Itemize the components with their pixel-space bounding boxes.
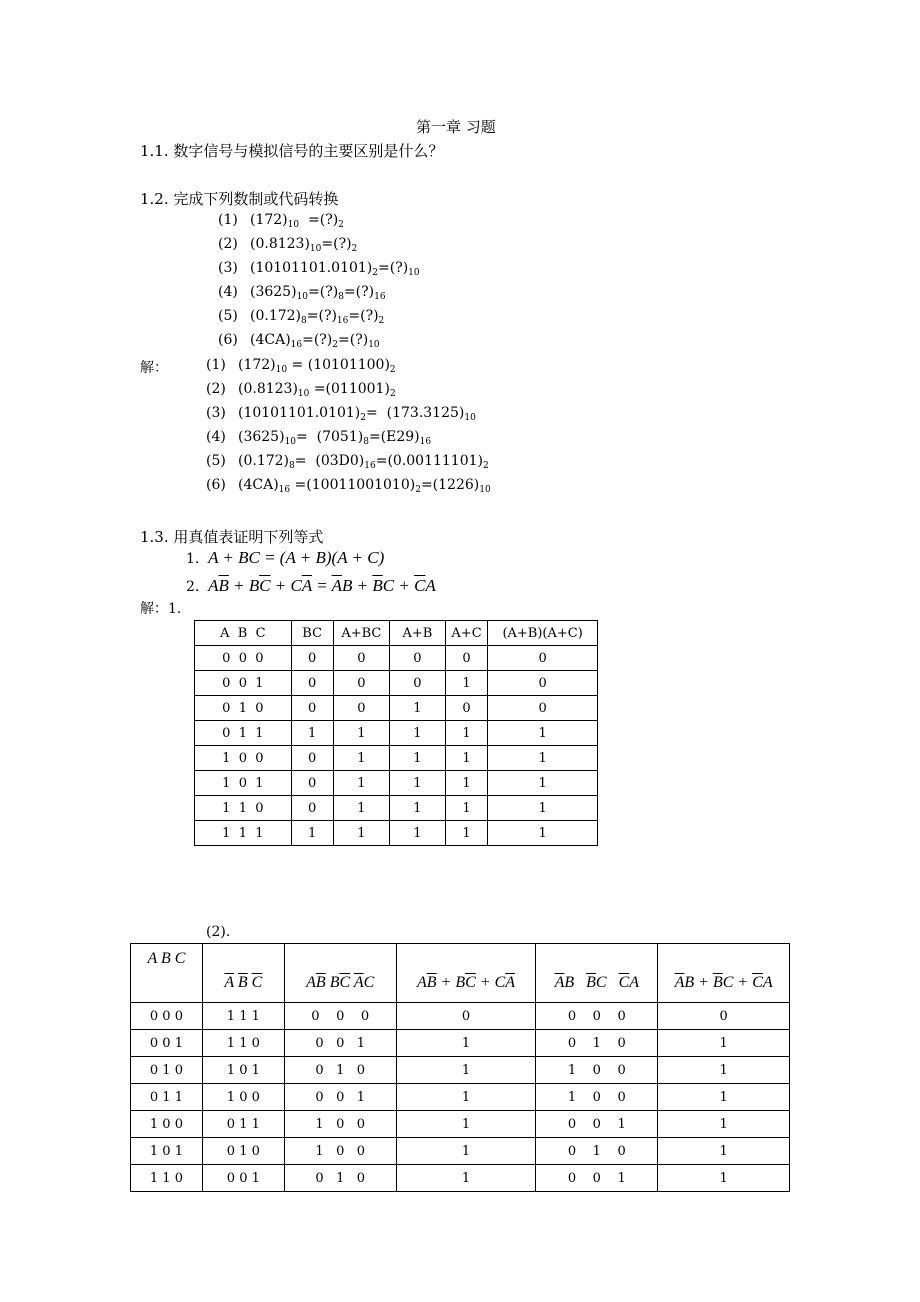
table-row: [131, 1138, 790, 1165]
col-header-lhs-sum: $A\overline{B} + B\overline{C} + C\overline{A}$: [396, 944, 536, 1003]
table-row: [195, 746, 598, 771]
expr-part: =(?): [343, 284, 375, 300]
sol-item: [206, 405, 476, 423]
table-cell: 0: [291, 646, 333, 671]
table-cell: 1 0 0: [195, 746, 292, 771]
expr-base: 2: [351, 244, 358, 254]
table-cell: 0: [333, 646, 389, 671]
truth-table-2: [130, 943, 790, 1192]
equation-1-number: 1.: [186, 551, 200, 567]
expr-base: 10: [275, 365, 288, 375]
table1-col-header: BC: [291, 621, 333, 646]
col-header-products: $A\overline{B}$ $B\overline{C}$ $\overline{A}C$: [284, 944, 396, 1003]
table-cell: 1: [396, 1138, 536, 1165]
item-expression: [238, 357, 396, 375]
expr-part: (0.172): [250, 308, 302, 324]
table-cell: 1 1 0: [202, 1030, 284, 1057]
question-3: 1.3. 用真值表证明下列等式: [140, 528, 324, 546]
col-header-not-a-b-c: $\overline{A}$ $\overline{B}$ $\overline{C}$: [202, 944, 284, 1003]
table-cell: 0 1 0: [284, 1165, 396, 1192]
table-cell: 1: [488, 796, 598, 821]
table-cell: 0 0 0: [284, 1003, 396, 1030]
table-cell: 0 0 1: [131, 1030, 203, 1057]
expr-base: 2: [360, 413, 366, 423]
table-row: [195, 671, 598, 696]
item-number: (2): [206, 381, 226, 397]
col-header-abc: A B C: [131, 944, 203, 1003]
expr-base: 2: [389, 389, 396, 399]
expr-base: 2: [372, 268, 378, 278]
truth-table-2-header: [131, 944, 790, 1003]
table-cell: 1 0 1: [195, 771, 292, 796]
table-cell: 0: [291, 771, 333, 796]
table-cell: 1: [396, 1111, 536, 1138]
item-expression: [250, 260, 420, 278]
table-cell: 0 0 1: [284, 1030, 396, 1057]
table-cell: 1 0 0: [131, 1111, 203, 1138]
expr-part: = (03D0): [294, 453, 365, 469]
table-cell: 0: [445, 696, 487, 721]
expr-base: 2: [378, 316, 385, 326]
table-cell: 1: [389, 696, 445, 721]
table-cell: 0 1 1: [131, 1084, 203, 1111]
table-row: [131, 1003, 790, 1030]
table-cell: 1 0 1: [131, 1138, 203, 1165]
table-cell: 0 1 1: [202, 1111, 284, 1138]
expr-part: =(E29): [368, 429, 420, 445]
item-expression: [238, 453, 489, 471]
expr-base: 10: [408, 268, 420, 278]
sol-item: [206, 381, 396, 399]
expr-base: 16: [374, 292, 386, 302]
table-cell: 1: [333, 821, 389, 846]
item-number: (3): [218, 260, 238, 276]
table-cell: 1: [488, 821, 598, 846]
expr-part: (0.172): [238, 453, 290, 469]
table-cell: 0 0 1: [536, 1111, 658, 1138]
table-cell: 1: [658, 1165, 790, 1192]
expr-base: 2: [338, 220, 344, 230]
expr-part: =(?): [348, 308, 379, 324]
table-cell: 0 1 0: [536, 1030, 658, 1057]
table-cell: 0 1 1: [195, 721, 292, 746]
expr-part: =(?): [338, 332, 369, 348]
expr-part: (0.8123): [238, 381, 298, 397]
item-expression: [238, 477, 491, 495]
table-cell: 1: [445, 821, 487, 846]
expr-base: 16: [336, 316, 349, 326]
table-cell: 0: [488, 646, 598, 671]
table1-col-header: A+C: [445, 621, 487, 646]
table-cell: 0 1 0: [202, 1138, 284, 1165]
expr-part: (172): [238, 357, 276, 373]
table-cell: 0: [389, 646, 445, 671]
table1-col-header: A+B: [389, 621, 445, 646]
expr-base: 10: [309, 244, 322, 254]
q2-item: [218, 260, 420, 278]
table-cell: 0 1 0: [536, 1138, 658, 1165]
table-row: [195, 771, 598, 796]
table-cell: 1: [445, 771, 487, 796]
expr-base: 2: [389, 365, 396, 375]
table-row: [131, 1084, 790, 1111]
expr-base: 10: [368, 340, 380, 350]
table-cell: 1: [396, 1165, 536, 1192]
expr-base: 16: [278, 485, 291, 495]
table-row: [131, 1030, 790, 1057]
table-cell: 1: [291, 721, 333, 746]
question-1: 1.1. 数字信号与模拟信号的主要区别是什么？: [140, 142, 444, 160]
expr-part: (172): [250, 212, 288, 228]
table-cell: 1 0 1: [202, 1057, 284, 1084]
item-number: (1): [218, 212, 238, 228]
item-number: (1): [206, 357, 226, 373]
expr-base: 2: [483, 461, 489, 471]
item-number: (6): [206, 477, 226, 493]
table-row: [131, 1111, 790, 1138]
table-cell: 1 0 0: [202, 1084, 284, 1111]
expr-base: 8: [363, 437, 369, 447]
table-row: [195, 821, 598, 846]
expr-part: =(10011001010): [290, 477, 416, 493]
table-cell: 1: [389, 821, 445, 846]
expr-base: 10: [297, 389, 310, 399]
expr-part: =(0.00111101): [375, 453, 483, 469]
table-cell: 1: [445, 671, 487, 696]
table-cell: 0 1 0: [195, 696, 292, 721]
table-cell: 0: [291, 796, 333, 821]
solution-label: 解：: [140, 360, 168, 376]
q2-item: [218, 212, 344, 230]
expr-part: =(?): [306, 308, 337, 324]
table-cell: 1: [488, 721, 598, 746]
expr-base: 16: [419, 437, 432, 447]
expr-part: =(?): [378, 260, 409, 276]
item-number: (5): [206, 453, 226, 469]
table-cell: 1: [658, 1057, 790, 1084]
expr-part: =(1226): [420, 477, 480, 493]
table-cell: 1: [445, 721, 487, 746]
table-cell: 0: [445, 646, 487, 671]
expr-base: 8: [289, 461, 295, 471]
table-row: [131, 1165, 790, 1192]
sol-item: [206, 429, 432, 447]
table-cell: 1: [389, 746, 445, 771]
table-cell: 1: [333, 721, 389, 746]
table-cell: 1: [333, 796, 389, 821]
table-cell: 0: [658, 1003, 790, 1030]
item-expression: [238, 429, 431, 447]
item-expression: [238, 381, 396, 399]
page-title: 第一章 习题: [416, 118, 496, 136]
expr-part: (4CA): [238, 477, 279, 493]
table-cell: 1: [488, 771, 598, 796]
expr-base: 8: [338, 292, 344, 302]
expr-part: = (10101100): [287, 357, 390, 373]
expr-base: 2: [415, 485, 421, 495]
table-cell: 1: [658, 1138, 790, 1165]
table-cell: 0: [333, 696, 389, 721]
table-cell: 1 0 0: [536, 1084, 658, 1111]
item-expression: [250, 236, 357, 254]
expr-base: 10: [284, 437, 297, 447]
q2-item: [218, 308, 385, 326]
table-cell: 0: [333, 671, 389, 696]
expr-base: 10: [479, 485, 491, 495]
table-cell: 0 0 0: [195, 646, 292, 671]
table-cell: 0: [488, 696, 598, 721]
q2-item: [218, 332, 380, 350]
table-cell: 0 1 0: [131, 1057, 203, 1084]
col-header-rhs-sum: $\overline{A}B + \overline{B}C + \overline{C}A$: [658, 944, 790, 1003]
expr-part: (10101101.0101): [238, 405, 361, 421]
table-cell: 1: [396, 1084, 536, 1111]
expr-part: (3625): [238, 429, 285, 445]
table-cell: 1 1 1: [202, 1003, 284, 1030]
expr-part: (3625): [250, 284, 297, 300]
expr-base: 8: [301, 316, 307, 326]
table-cell: 1: [333, 746, 389, 771]
item-expression: [250, 284, 386, 302]
table-cell: 1: [389, 721, 445, 746]
question-2: 1.2. 完成下列数制或代码转换: [140, 190, 339, 208]
expr-part: = (173.3125): [366, 405, 465, 421]
equation-1: [186, 548, 384, 568]
expr-base: 2: [332, 340, 339, 350]
table-cell: 0 1 0: [284, 1057, 396, 1084]
table-row: [195, 646, 598, 671]
table-cell: 1 1 0: [131, 1165, 203, 1192]
item-number: (3): [206, 405, 226, 421]
equation-2-formula: $A\overline{B} + B\overline{C} + C\overline{A} = \overline{A}B + \overline{B}C + \overline{C}A$: [203, 576, 436, 595]
table-cell: 0: [396, 1003, 536, 1030]
table1-col-header: A B C: [195, 621, 292, 646]
item-expression: [250, 308, 384, 326]
expr-part: =(?): [299, 212, 339, 228]
item-number: (4): [218, 284, 238, 300]
table-cell: 1 1 0: [195, 796, 292, 821]
table-cell: 0 0 0: [131, 1003, 203, 1030]
table-cell: 0 0 1: [284, 1084, 396, 1111]
table-row: [195, 696, 598, 721]
expr-base: 10: [464, 413, 476, 423]
expr-base: 10: [287, 220, 300, 230]
table-cell: 0: [291, 746, 333, 771]
expr-part: =(?): [308, 284, 339, 300]
equation-2-number: 2.: [186, 579, 200, 595]
table-cell: 1 0 0: [284, 1138, 396, 1165]
solution-2-label: 解：1.: [140, 601, 182, 617]
table-cell: 1: [445, 746, 487, 771]
item-number: (5): [218, 308, 238, 324]
item-number: (4): [206, 429, 226, 445]
table1-col-header: A+BC: [333, 621, 389, 646]
table-cell: 0: [291, 696, 333, 721]
sol-item: [206, 477, 491, 495]
table-cell: 1 1 1: [195, 821, 292, 846]
table-cell: 0 0 1: [195, 671, 292, 696]
expr-base: 16: [290, 340, 303, 350]
sol-item: [206, 453, 489, 471]
table-cell: 0: [389, 671, 445, 696]
table-cell: 1: [488, 746, 598, 771]
sol-item: [206, 357, 396, 375]
table-cell: 1: [396, 1030, 536, 1057]
expr-part: (4CA): [250, 332, 291, 348]
equation-2: [186, 576, 436, 596]
table-cell: 1: [291, 821, 333, 846]
item-expression: [250, 332, 380, 350]
truth-table-1: [194, 620, 598, 846]
item-number: (6): [218, 332, 238, 348]
q2-item: [218, 236, 358, 254]
table-cell: 1 0 0: [284, 1111, 396, 1138]
table-cell: 0: [488, 671, 598, 696]
table1-col-header: (A+B)(A+C): [488, 621, 598, 646]
col-header-rhs-products: $\overline{A}B$ $\overline{B}C$ $\overline{C}A$: [536, 944, 658, 1003]
q2-item: [218, 284, 386, 302]
truth-table-1-header: [195, 621, 598, 646]
table-cell: 1: [389, 796, 445, 821]
table-cell: 0 0 1: [536, 1165, 658, 1192]
part-2-label: (2).: [206, 924, 231, 940]
table-row: [195, 721, 598, 746]
equation-1-formula: A + BC = (A + B)(A + C): [203, 548, 385, 567]
table-cell: 1: [333, 771, 389, 796]
expr-part: (10101101.0101): [250, 260, 373, 276]
table-row: [195, 796, 598, 821]
table-cell: 1 0 0: [536, 1057, 658, 1084]
table-cell: 1: [389, 771, 445, 796]
expr-part: = (7051): [296, 429, 364, 445]
table-cell: 0: [291, 671, 333, 696]
table-cell: 1: [658, 1030, 790, 1057]
table-cell: 0 0 1: [202, 1165, 284, 1192]
table-cell: 1: [658, 1111, 790, 1138]
table-cell: 1: [445, 796, 487, 821]
expr-part: =(?): [302, 332, 333, 348]
item-expression: [238, 405, 476, 423]
table-cell: 0 0 0: [536, 1003, 658, 1030]
expr-part: =(011001): [309, 381, 390, 397]
expr-base: 16: [364, 461, 376, 471]
table-row: [131, 1057, 790, 1084]
expr-part: =(?): [321, 236, 352, 252]
expr-base: 10: [296, 292, 309, 302]
item-expression: [250, 212, 344, 230]
item-number: (2): [218, 236, 238, 252]
table-cell: 1: [396, 1057, 536, 1084]
table-cell: 1: [658, 1084, 790, 1111]
expr-part: (0.8123): [250, 236, 310, 252]
